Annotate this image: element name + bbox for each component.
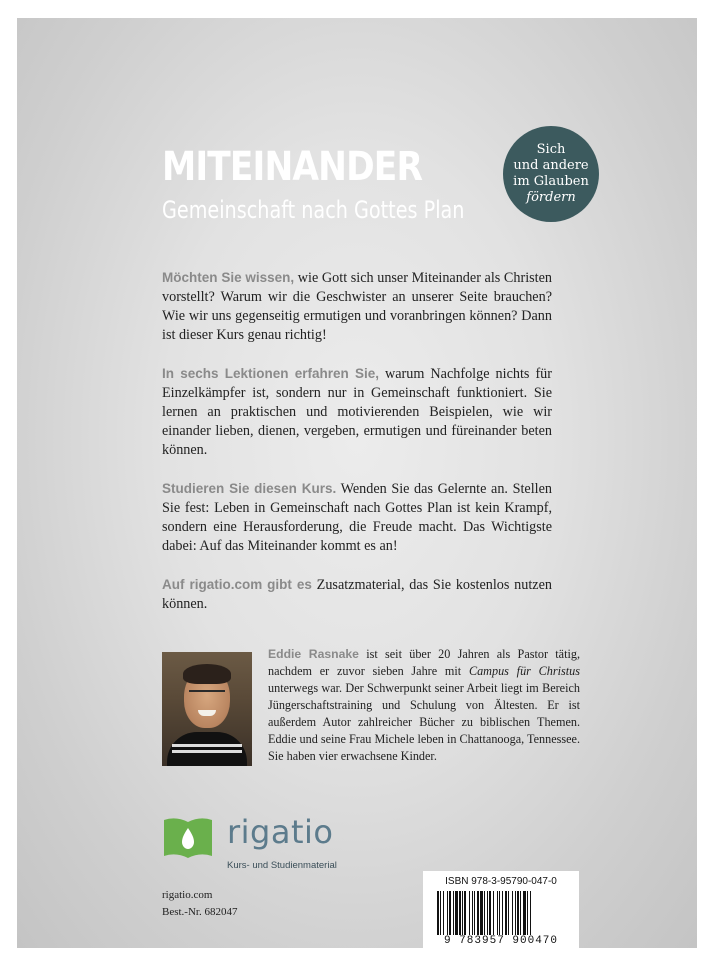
barcode-bar [464,891,466,935]
description-paragraph [162,364,552,460]
publisher-website: rigatio.com [162,889,213,901]
barcode-bar [493,891,494,935]
paragraph-text: wie Gott sich unser Miteinander als Christen vorstellt? Warum wir die Geschwister an unserer Seite brauchen? Wie wir uns gegenseitig ermutigen und voranbringen können? Dann ist dieser Kurs genau richtig! [162,270,552,343]
barcode-bar [474,891,475,935]
paragraph-text: Zusatzmaterial, das Sie kostenlos nutzen können. [162,577,552,612]
paragraph-text: warum Nachfolge nichts für Einzelkämpfer ist, sondern nur in Gemeinschaft funktioniert. Sie lernen an praktischen und motivierenden Beispielen, wie wir einander lieben, dienen, vergeben, ermutigen und füreinander beten können. [162,366,552,458]
barcode-bar [527,891,528,935]
barcode-bar [469,891,470,935]
author-org: Campus für Christus [468,664,580,678]
description-paragraph [162,268,552,345]
back-cover [17,18,697,948]
rigatio-logo-icon [162,814,214,860]
barcode-bar [505,891,507,935]
barcode-bar [520,891,521,935]
barcode-bar [443,891,444,935]
barcode-bar [499,891,500,935]
author-name: Eddie Rasnake [268,647,359,661]
barcode-bar [480,891,483,935]
book-subtitle: Gemeinschaft nach Gottes Plan [162,196,465,224]
barcode-bar [515,891,516,935]
badge-line: fördern [526,190,576,205]
barcode-bar [517,891,519,935]
barcode-bar [449,891,451,935]
description-paragraph [162,479,552,556]
book-title: MITEINANDER [162,144,423,190]
photo-shirt [167,732,247,766]
description-paragraph [162,575,552,614]
description [162,268,552,633]
paragraph-lead: Auf rigatio.com gibt es [162,577,312,592]
barcode-bar [523,891,526,935]
barcode-bar [472,891,473,935]
barcode-bar [508,891,509,935]
barcode-bar [487,891,488,935]
barcode-bar [447,891,448,935]
paragraph-lead: Studieren Sie diesen Kurs. [162,481,337,496]
author-photo [162,652,252,766]
badge-line: und andere [513,158,589,173]
tagline-badge [503,126,599,222]
badge-line: Sich [536,142,566,157]
barcode-bar [489,891,491,935]
publisher-tagline: Kurs- und Studienmaterial [227,860,337,871]
barcode [423,871,579,948]
barcode-bar [459,891,461,935]
barcode-bar [502,891,503,935]
barcode-bar [455,891,458,935]
barcode-bar [453,891,454,935]
photo-stripe [172,744,242,747]
barcode-bar [477,891,479,935]
barcode-bar [484,891,485,935]
author-bio-text: ist seit über 20 Jahren als Pastor tätig, nachdem er zuvor sieben Jahre mit [268,647,580,678]
photo-hair [183,664,231,684]
isbn-label: ISBN 978-3-95790-047-0 [445,876,557,887]
barcode-bar [440,891,441,935]
badge-line: im Glauben [513,174,589,189]
barcode-bar [462,891,463,935]
paragraph-lead: In sechs Lektionen erfahren Sie, [162,366,379,381]
author-bio-text: unterwegs war. Der Schwerpunkt seiner Arbeit liegt im Bereich Jüngerschaftstraining und Schulung von Ältesten. Er ist außerdem Autor zahlreicher Bücher zu biblischen Themen. Eddie und seine Frau Michele leben in Chattanooga, Tennessee. Sie haben vier erwachsene Kinder. [268,681,580,763]
barcode-bar [530,891,531,935]
barcode-bars [437,891,565,935]
paragraph-lead: Möchten Sie wissen, [162,270,295,285]
barcode-bar [512,891,513,935]
barcode-bar [437,891,439,935]
order-number: Best.-Nr. 682047 [162,906,238,918]
barcode-bar [497,891,498,935]
publisher-info [162,887,237,921]
photo-glasses [189,690,225,700]
author-bio [268,646,580,765]
barcode-number: 9 783957 900470 [443,935,559,947]
paragraph-text: Wenden Sie das Gelernte an. Stellen Sie fest: Leben in Gemeinschaft nach Gottes Plan ist kein Krampf, sondern eine Herausforderung, die Freude macht. Das Wichtigste dabei: Auf das Miteinander kommt es an! [162,481,552,554]
photo-stripe [172,750,242,753]
publisher-name: rigatio [227,813,334,851]
